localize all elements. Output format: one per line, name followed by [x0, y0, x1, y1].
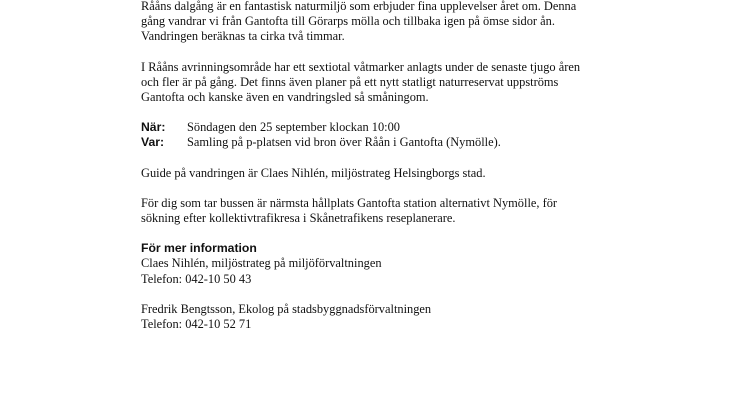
- wetlands-paragraph: [141, 60, 611, 106]
- contact-name-role: Claes Nihlén, miljöstrateg på miljöförvaltningen: [141, 256, 382, 271]
- bus-paragraph: [141, 196, 611, 226]
- intro-paragraph: [141, 0, 611, 45]
- when-label: När:: [141, 120, 166, 135]
- wetlands-line: Gantofta och kanske även en vandringsled så småningom.: [141, 90, 429, 105]
- event-when-row: [141, 120, 611, 135]
- bus-line: sökning efter kollektivtrafikresa i Skånetrafikens reseplanerare.: [141, 211, 456, 226]
- when-value: Söndagen den 25 september klockan 10:00: [187, 120, 401, 135]
- event-where-row: [141, 135, 611, 150]
- guide-text: Guide på vandringen är Claes Nihlén, miljöstrateg Helsingborgs stad.: [141, 165, 486, 180]
- wetlands-line: och fler är på gång. Det finns även planer på ett nytt statligt naturreservat uppströms: [141, 74, 559, 89]
- contact-name-role: Fredrik Bengtsson, Ekolog på stadsbyggnadsförvaltningen: [141, 301, 432, 316]
- document-page: [141, 0, 611, 347]
- where-value: Samling på p-platsen vid bron över Råån i Gantofta (Nymölle).: [187, 135, 501, 150]
- event-details: [141, 120, 611, 150]
- intro-line: Rååns dalgång är en fantastisk naturmiljö som erbjuder fina upplevelser året om. Denna: [141, 0, 577, 13]
- contact-phone: Telefon: 042-10 50 43: [141, 271, 252, 286]
- intro-line: gång vandrar vi från Gantofta till Görarps mölla och tillbaka igen på ömse sidor ån.: [141, 14, 555, 29]
- contact-second: [141, 302, 611, 332]
- guide-paragraph: [141, 166, 611, 181]
- contact-phone: Telefon: 042-10 52 71: [141, 317, 252, 332]
- where-label: Var:: [141, 135, 165, 150]
- bus-line: För dig som tar bussen är närmsta hållplats Gantofta station alternativt Nymölle, för: [141, 195, 558, 210]
- contact-section: [141, 241, 611, 287]
- contact-heading: För mer information: [141, 241, 257, 256]
- wetlands-line: I Rååns avrinningsområde har ett sextiotal våtmarker anlagts under de senaste tjugo åren: [141, 59, 581, 74]
- intro-line: Vandringen beräknas ta cirka två timmar.: [141, 29, 345, 44]
